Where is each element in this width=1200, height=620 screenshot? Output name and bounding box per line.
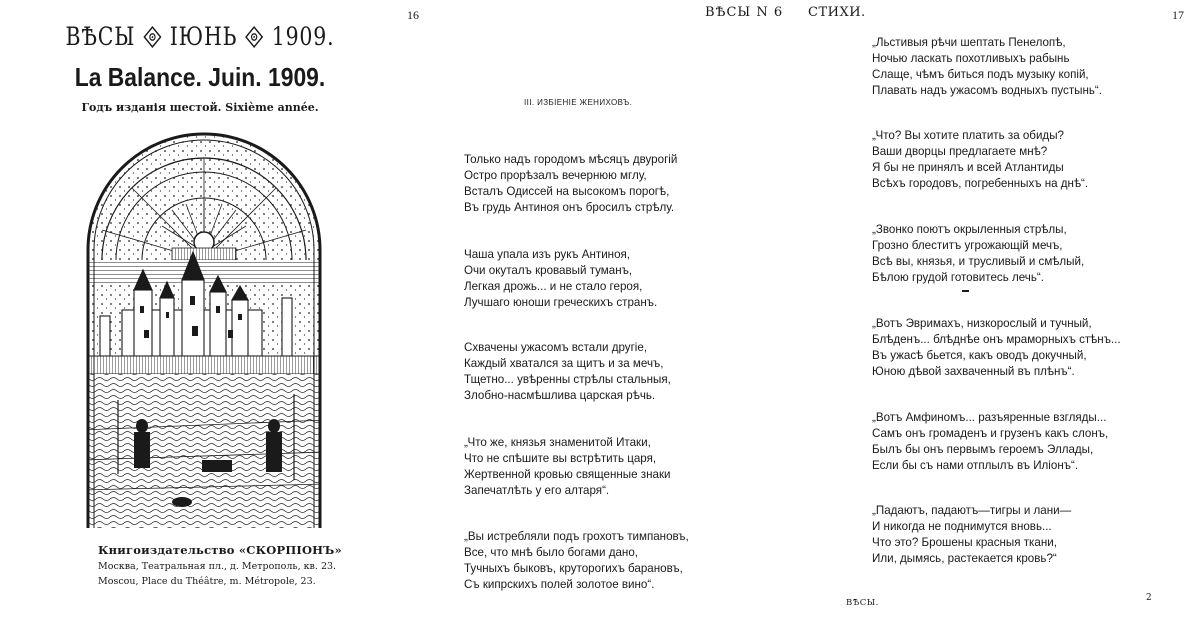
poem-line: Или, дымясь, растекается кровь?“ [872, 552, 1057, 565]
running-head: ВѢСЫ N 6 [705, 5, 784, 20]
poem-line: Все, что мнѣ было богами дано, [464, 546, 639, 559]
poem-line: Былъ бы онъ первымъ героемъ Эллады, [872, 443, 1094, 456]
page-number: 16 [407, 8, 419, 22]
poem-line: Бѣлою грудой готовитесь лечь“. [872, 271, 1044, 284]
poem-stanza [464, 435, 671, 499]
poem-line: Юною дѣвой захваченный въ плѣнъ“. [872, 365, 1075, 378]
publisher-address-ru: Москва, Театральная пл., д. Метрополь, кв. 23. [98, 561, 337, 572]
poem-stanza [464, 152, 677, 216]
poem-stanza [872, 222, 1084, 286]
poem-stanza [872, 316, 1121, 380]
poem-line: Если бы съ нами отплылъ въ Иліонъ“. [872, 459, 1079, 472]
poem-stanza [464, 247, 657, 311]
zodiac-castle-engraving-icon [82, 130, 326, 528]
poem-line: Всѣхъ городовъ, погребенныхъ на днѣ“. [872, 177, 1089, 190]
poem-line: Въ ужасѣ бьется, какъ оводъ докучный, [872, 349, 1087, 362]
cover-year-line: Годъ изданія шестой. Sixième année. [81, 101, 319, 114]
poem-line: Злобно-насмѣшлива царская рѣчь. [464, 389, 656, 402]
poem-line: „Вотъ Амфиномъ... разъяренные взгляды... [872, 411, 1107, 424]
poem-line: Ночью ласкать похотливыхъ рабынь [872, 52, 1070, 65]
poem-line: Всталъ Одиссей на высокомъ порогѣ, [464, 185, 670, 198]
running-head: СТИХИ. [808, 5, 866, 20]
cover-title [36, 22, 364, 51]
poem-line: Что это? Брошены красныя ткани, [872, 536, 1057, 549]
poem-line: „Льстивыя рѣчи шептать Пенелопѣ, [872, 36, 1066, 49]
poem-line: Запечатлѣть у его алтаря“. [464, 484, 610, 497]
poem-line: „Звонко поютъ окрыленныя стрѣлы, [872, 223, 1067, 236]
poem-line: Что не спѣшите вы встрѣтить царя, [464, 452, 657, 465]
poem-line: Очи окуталъ кровавый туманъ, [464, 264, 633, 277]
poem-line: Жертвенной кровью священные знаки [464, 468, 671, 481]
poem-line: „Что же, князья знаменитой Итаки, [464, 436, 651, 449]
poem-line: Каждый хватался за щитъ и за мечъ, [464, 357, 664, 370]
poem-line: Слаще, чѣмъ биться подъ музыку копій, [872, 68, 1089, 81]
sheet-number: 2 [1146, 593, 1152, 603]
cover-title-magazine: ВѢСЫ [65, 22, 136, 51]
poem-stanza [872, 503, 1071, 567]
signature-mark: ВѢСЫ. [846, 598, 879, 608]
poem-line: Грозно блеститъ угрожающій мечъ, [872, 239, 1063, 252]
poem-line: Только надъ городомъ мѣсяцъ двурогій [464, 153, 678, 166]
poem-line: Чаша упала изъ рукъ Антиноя, [464, 248, 631, 261]
separator-dash [962, 290, 969, 292]
poem-line: „Вотъ Эвримахъ, низкорослый и тучный, [872, 317, 1092, 330]
poem-line: Въ грудь Антиноя онъ бросилъ стрѣлу. [464, 201, 675, 214]
publisher-name: Книгоиздательство «СКОРПІОНЪ» [98, 543, 342, 557]
poem-stanza [872, 35, 1102, 99]
poem-line: Блѣденъ... блѣднѣе онъ мраморныхъ стѣнъ... [872, 333, 1121, 346]
poem-line: Самъ онъ громаденъ и грузенъ какъ слонъ, [872, 427, 1109, 440]
poem-line: „Вы истребляли подъ грохотъ тимпановъ, [464, 530, 689, 543]
poem-line: И никогда не поднимутся вновь... [872, 520, 1052, 533]
poem-stanza [872, 410, 1108, 474]
poem-stanza [464, 529, 689, 593]
poem-line: Плавать надъ ужасомъ водныхъ пустынь“. [872, 84, 1103, 97]
poem-line: Ваши дворцы предлагаете мнѣ? [872, 145, 1048, 158]
page-number: 17 [1172, 8, 1184, 22]
poem-line: Я бы не принялъ и всей Атлантиды [872, 161, 1064, 174]
poem-section-title: III. ИЗБІЕНІЕ ЖЕНИХОВЪ. [524, 98, 633, 107]
poem-stanza [464, 340, 671, 404]
cover-page [0, 0, 400, 620]
poem-line: „Падаютъ, падаютъ—тигры и лани— [872, 504, 1072, 517]
poem-line: Легкая дрожь... и не стало героя, [464, 280, 643, 293]
poem-stanza [872, 128, 1088, 192]
poem-line: Лучшаго юноши греческихъ странъ. [464, 296, 658, 309]
poem-line: Остро прорѣзалъ вечернюю мглу, [464, 169, 647, 182]
poem-line: Съ кипрскихъ полей золотое вино“. [464, 578, 655, 591]
poem-line: Схвачены ужасомъ встали другіе, [464, 341, 648, 354]
poem-line: Всѣ вы, князья, и трусливый и смѣлый, [872, 255, 1085, 268]
publisher-address-fr: Moscou, Place du Théâtre, m. Métropole, 23. [98, 576, 316, 587]
page-17 [800, 0, 1200, 620]
page-16 [400, 0, 800, 620]
poem-line: „Что? Вы хотите платить за обиды? [872, 129, 1064, 142]
poem-line: Тучныхъ быковъ, круторогихъ барановъ, [464, 562, 683, 575]
cover-title-month: ІЮНЬ [169, 22, 238, 51]
spiral-ornament-icon [143, 26, 161, 48]
cover-subtitle: La Balance. Juin. 1909. [74, 62, 326, 92]
poem-line: Тщетно... увѣренны стрѣлы стальныя, [464, 373, 671, 386]
cover-title-year: 1909. [271, 22, 335, 51]
spiral-ornament-icon [245, 26, 263, 48]
